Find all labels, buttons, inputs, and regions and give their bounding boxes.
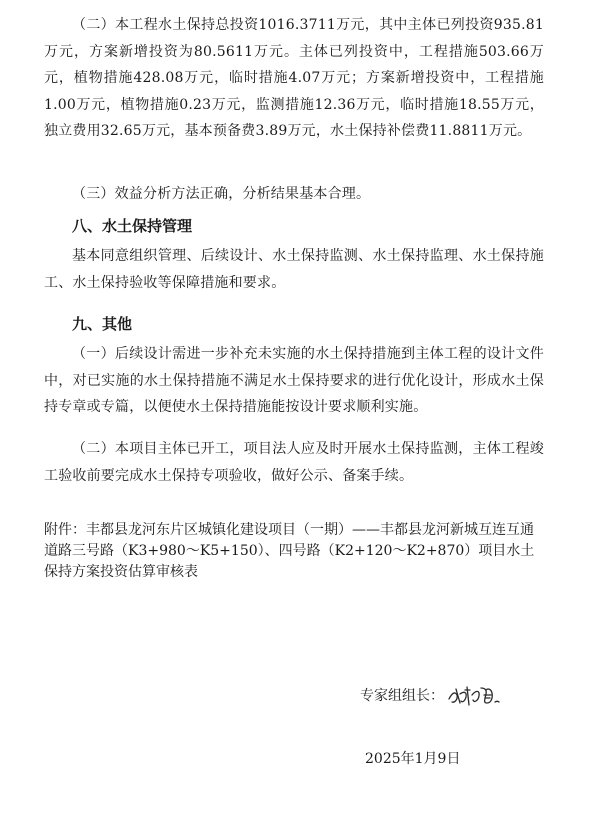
attachment-note: 附件：丰都县龙河东片区城镇化建设项目（一期）——丰都县龙河新城互连互通道路三号路（K3+980～K5+150）、四号路（K2+120～K2+870）项目水土保持方案投资估算审核表 xyxy=(44,522,535,580)
other-item-1-paragraph: （一）后续设计需进一步补充未实施的水土保持措施到主体工程的设计文件中，对已实施的水土保持措施不满足水土保持要求的进行优化设计，形成水土保持专章或专篇，以便使水土保持措施能按设计要求顺利实施。 xyxy=(44,346,544,415)
signer-label: 专家组组长： xyxy=(360,688,444,704)
signing-date: 2025年1月9日 xyxy=(365,751,461,767)
handwritten-signature-icon xyxy=(446,684,512,708)
benefit-analysis-paragraph: （三）效益分析方法正确，分析结果基本合理。 xyxy=(72,186,371,202)
other-item-2-paragraph: （二）本项目主体已开工，项目法人应及时开展水土保持监测，主体工程竣工验收前要完成水土保持专项验收，做好公示、备案手续。 xyxy=(44,441,544,484)
signature-block xyxy=(360,683,512,709)
management-paragraph: 基本同意组织管理、后续设计、水土保持监测、水土保持监理、水土保持施工、水土保持验收等保障措施和要求。 xyxy=(44,248,544,291)
section-9-heading: 九、其他 xyxy=(72,315,133,333)
investment-paragraph: （二）本工程水土保持总投资1016.3711万元，其中主体已列投资935.81万元，方案新增投资为80.5611万元。主体已列投资中，工程措施503.66万元，植物措施428.08万元，临时措施4.07万元；方案新增投资中，工程措施1.00万元，植物措施0.23万元，监测措施12.36万元，临时措施18.55万元，独立费用32.65万元，基本预备费3.89万元，水土保持补偿费11.8811万元。 xyxy=(44,17,544,139)
section-8-heading: 八、水土保持管理 xyxy=(72,217,193,235)
